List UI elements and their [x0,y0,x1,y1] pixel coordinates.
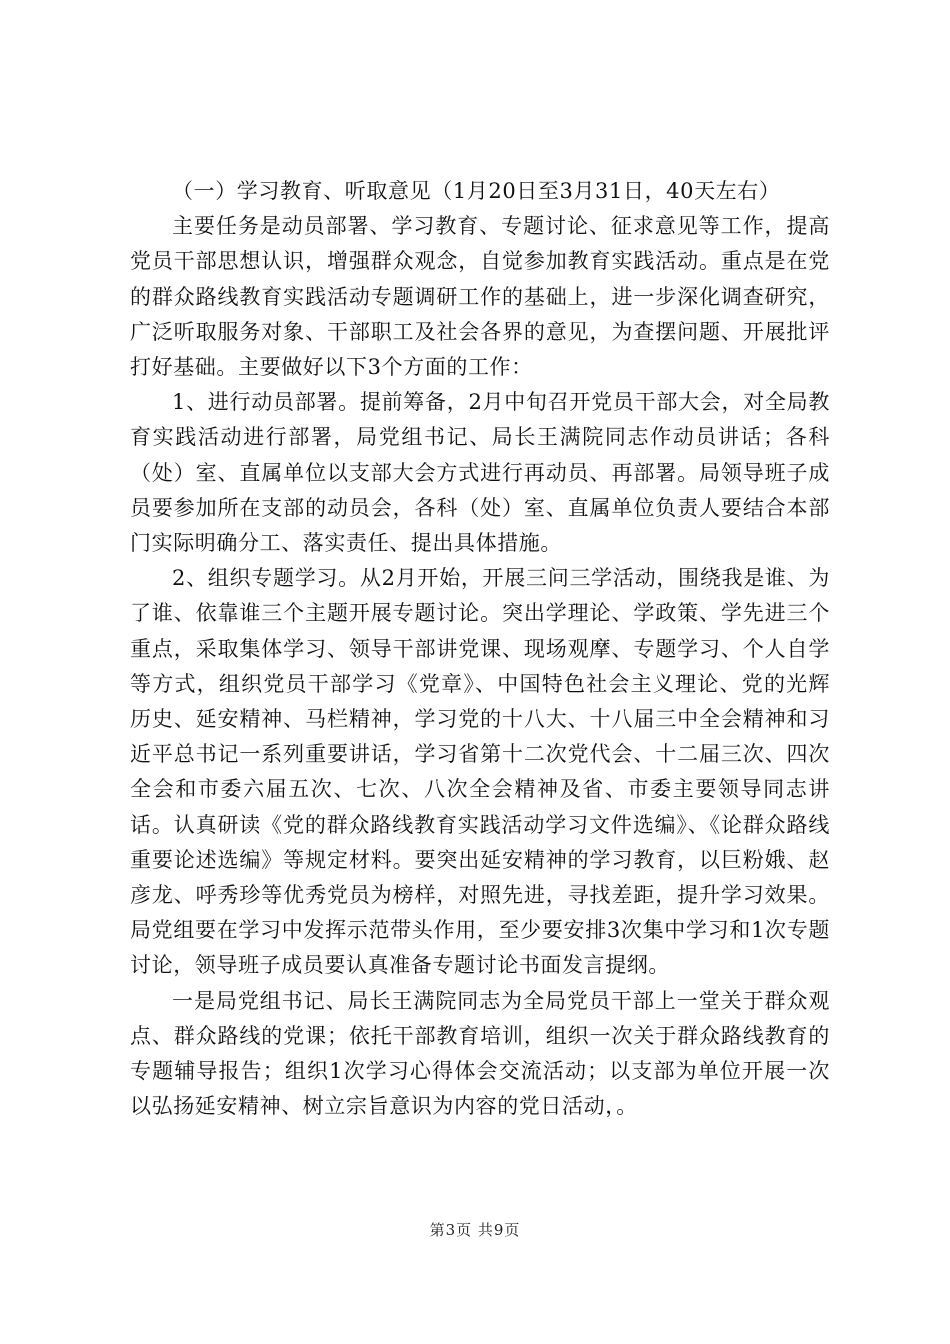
paragraph-study: 2、组织专题学习。从2月开始，开展三问三学活动，围绕我是谁、为了谁、依靠谁三个主题开展专题讨论。突出学理论、学政策、学先进三个重点，采取集体学习、领导干部讲党课、现场观摩、专题学习、个人自学等方式，组织党员干部学习《党章》、中国特色社会主义理论、党的光辉历史、延安精神、马栏精神，学习党的十八大、十八届三中全会精神和习近平总书记一系列重要讲话，学习省第十二次党代会、十二届三次、四次全会和市委六届五次、七次、八次全会精神及省、市委主要领导同志讲话。认真研读《党的群众路线教育实践活动学习文件选编》、《论群众路线重要论述选编》等规定材料。要突出延安精神的学习教育，以巨粉娥、赵彦龙、呼秀珍等优秀党员为榜样，对照先进，寻找差距，提升学习效果。局党组要在学习中发挥示范带头作用，至少要安排3次集中学习和1次专题讨论，领导班子成员要认真准备专题讨论书面发言提纲。 [130,566,830,978]
page-number-footer: 第3页 共9页 [429,1221,521,1239]
section-heading: （一）学习教育、听取意见（1月20日至3月31日，40天左右） [172,179,781,203]
paragraph-activities: 一是局党组书记、局长王满院同志为全局党员干部上一堂关于群众观点、群众路线的党课；依托干部教育培训，组织一次关于群众路线教育的专题辅导报告；组织1次学习心得体会交流活动；以支部为单位开展一次以弘扬延安精神、树立宗旨意识为内容的党日活动，。 [130,988,830,1119]
document-body [130,174,830,1124]
paragraph-main-tasks: 主要任务是动员部署、学习教育、专题讨论、征求意见等工作，提高党员干部思想认识，增强群众观念，自觉参加教育实践活动。重点是在党的群众路线教育实践活动专题调研工作的基础上，进一步深化调查研究，广泛听取服务对象、干部职工及社会各界的意见，为查摆问题、开展批评打好基础。主要做好以下3个方面的工作： [130,214,830,380]
paragraph-mobilization: 1、进行动员部署。提前筹备，2月中旬召开党员干部大会，对全局教育实践活动进行部署，局党组书记、局长王满院同志作动员讲话；各科（处）室、直属单位以支部大会方式进行再动员、再部署。局领导班子成员要参加所在支部的动员会，各科（处）室、直属单位负责人要结合本部门实际明确分工、落实责任、提出具体措施。 [130,390,830,556]
